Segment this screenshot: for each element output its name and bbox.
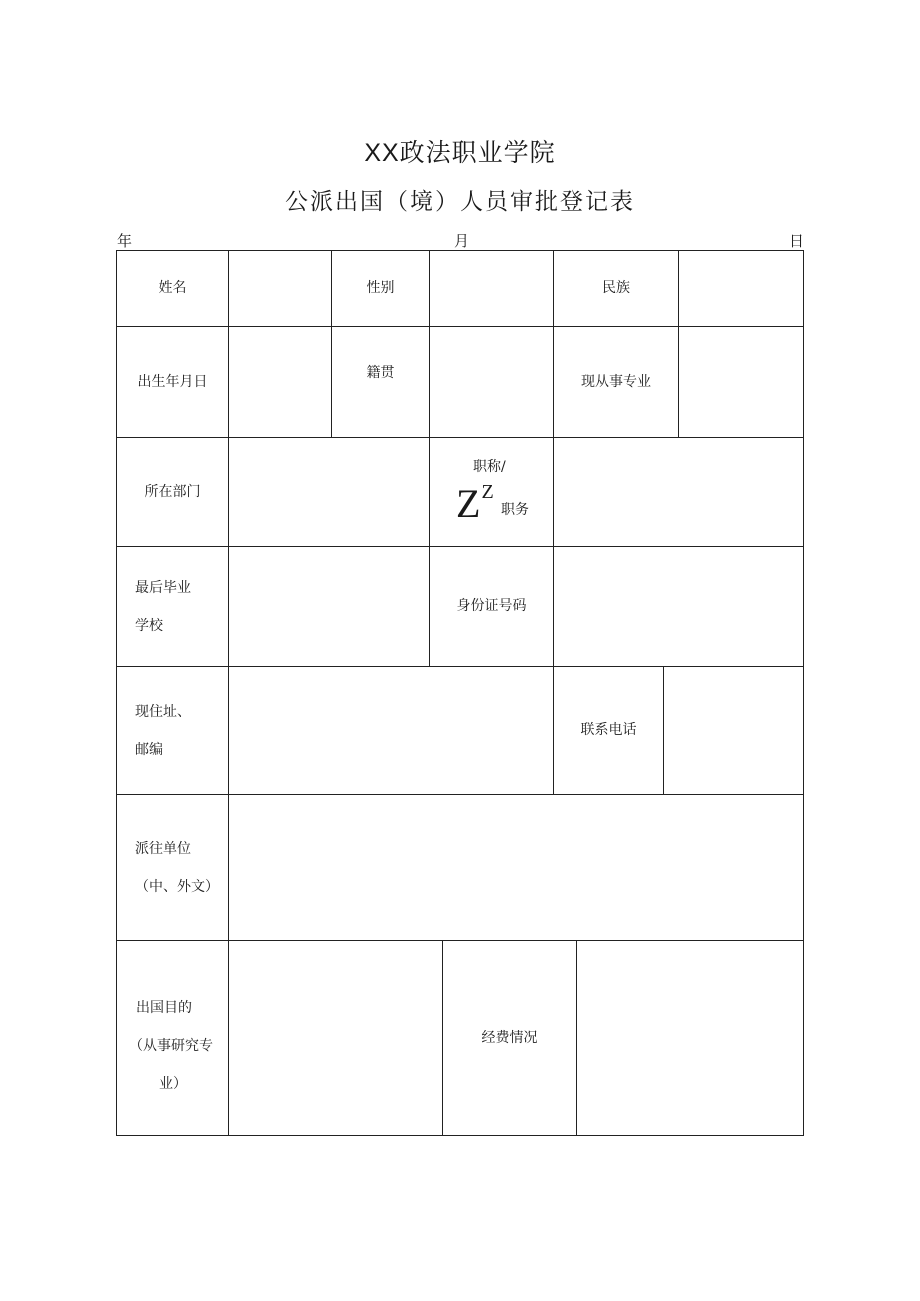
purpose-label-line3: 业）: [159, 1076, 187, 1092]
ethnicity-label: 民族: [602, 280, 630, 297]
title-label: [430, 438, 553, 546]
phone-label: 联系电话: [580, 722, 637, 739]
title-zz-glyph: $Z^Z$: [456, 481, 494, 526]
date-month-label: 月: [454, 232, 470, 250]
school-label: [117, 547, 228, 666]
title-main: 政法职业学院: [399, 138, 556, 167]
address-label-line2: 邮编: [135, 742, 163, 758]
school-label-line1: 最后毕业: [135, 580, 191, 596]
id-number-label: 身份证号码: [456, 598, 527, 615]
funding-field[interactable]: [577, 941, 803, 1135]
major-field[interactable]: [679, 327, 803, 437]
title-label-bottom: 职务: [501, 502, 529, 518]
funding-label: 经费情况: [481, 1029, 538, 1046]
title-field[interactable]: [554, 438, 803, 546]
birthdate-field[interactable]: [229, 327, 331, 437]
birthdate-label: 出生年月日: [137, 373, 208, 390]
purpose-label-line1: 出国目的: [136, 1000, 192, 1016]
unit-label: [117, 795, 228, 940]
gender-field[interactable]: [430, 251, 553, 326]
name-field[interactable]: [229, 251, 331, 326]
gender-label: 性别: [366, 280, 395, 297]
phone-field[interactable]: [664, 667, 803, 794]
date-day-label: 日: [789, 232, 805, 250]
department-field[interactable]: [229, 438, 429, 546]
purpose-label-line2: （从事研究专: [129, 1038, 213, 1054]
title-prefix: XX: [364, 139, 400, 167]
purpose-field[interactable]: [229, 941, 442, 1135]
native-place-label: 籍贯: [366, 364, 395, 381]
name-label: 姓名: [158, 280, 187, 297]
school-label-line2: 学校: [135, 618, 163, 634]
ethnicity-field[interactable]: [679, 251, 803, 326]
native-place-field[interactable]: [430, 327, 553, 437]
unit-label-line1: 派往单位: [135, 841, 191, 857]
unit-label-line2: （中、外文）: [135, 879, 219, 895]
department-label: 所在部门: [144, 483, 201, 500]
title-label-top: 职称/: [473, 459, 506, 475]
address-label-line1: 现住址、: [135, 704, 191, 720]
address-field[interactable]: [229, 667, 553, 794]
purpose-label: [117, 941, 228, 1135]
school-field[interactable]: [229, 547, 429, 666]
major-label: 现从事专业: [581, 373, 651, 390]
unit-field[interactable]: [229, 795, 803, 940]
address-label: [117, 667, 228, 794]
date-year-label: 年: [117, 232, 133, 250]
document-subtitle: 公派出国（境）人员审批登记表: [285, 189, 635, 215]
id-number-field[interactable]: [554, 547, 803, 666]
